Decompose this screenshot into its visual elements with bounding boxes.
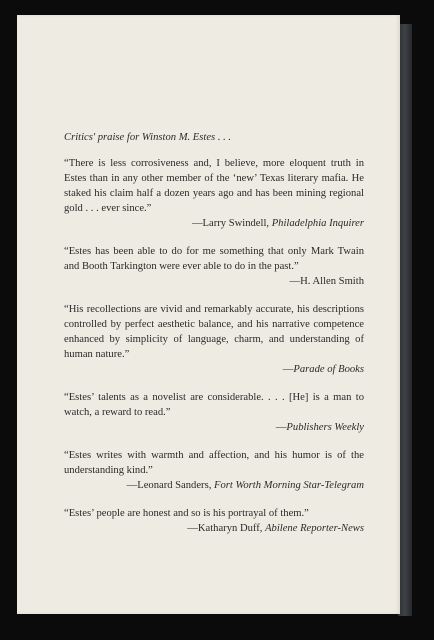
attribution-author: —	[282, 364, 294, 375]
quote-text: “His recollections are vivid and remarkably accurate, his descriptions controlled by perfect aesthetic balance, and his narrative competence enhanced by simplicity of language, charm, and understanding of human nature.”	[64, 304, 364, 360]
attribution-publication: Fort Worth Morning Star-Telegram	[214, 480, 364, 491]
attribution-publication: Parade of Books	[293, 364, 364, 375]
quote-text: “Estes writes with warmth and affection, and his humor is of the understanding kind.”	[64, 450, 364, 476]
quote-parade	[64, 302, 364, 377]
quote-attribution	[64, 362, 364, 377]
quote-attribution	[64, 274, 364, 289]
quote-duff	[64, 506, 364, 536]
attribution-publication: Abilene Reporter-News	[265, 523, 364, 534]
attribution-author: —Larry Swindell,	[191, 218, 270, 229]
quote-attribution	[64, 521, 364, 536]
quote-text: “There is less corrosiveness and, I believe, more eloquent truth in Estes than in any other member of the ‘new’ Texas literary mafia. He staked his claim half a dozen years ago and has been mining regional gold . . . ever since.”	[64, 158, 364, 214]
quote-text: “Estes’ people are honest and so is his portrayal of them.”	[64, 508, 309, 519]
quote-text: “Estes has been able to do for me something that only Mark Twain and Booth Tarkington were ever able to do in the past.”	[64, 246, 364, 272]
quote-sanders	[64, 448, 364, 493]
attribution-author: —Katharyn Duff,	[187, 523, 263, 534]
book-spine	[398, 24, 412, 616]
quote-attribution	[64, 478, 364, 493]
attribution-publication: Philadelphia Inquirer	[271, 218, 364, 229]
quote-attribution	[64, 420, 364, 435]
quote-smith	[64, 244, 364, 289]
quote-attribution	[64, 216, 364, 231]
attribution-author: —	[275, 422, 287, 433]
attribution-author: —H. Allen Smith	[289, 276, 364, 287]
quote-publishers-weekly	[64, 390, 364, 435]
attribution-author: —Leonard Sanders,	[126, 480, 212, 491]
praise-heading: Critics' praise for Winston M. Estes . . .	[64, 132, 232, 143]
attribution-publication: Publishers Weekly	[286, 422, 364, 433]
quote-text: “Estes’ talents as a novelist are considerable. . . . [He] is a man to watch, a reward to read.”	[64, 392, 364, 418]
quote-swindell	[64, 156, 364, 231]
praise-section	[64, 130, 364, 549]
